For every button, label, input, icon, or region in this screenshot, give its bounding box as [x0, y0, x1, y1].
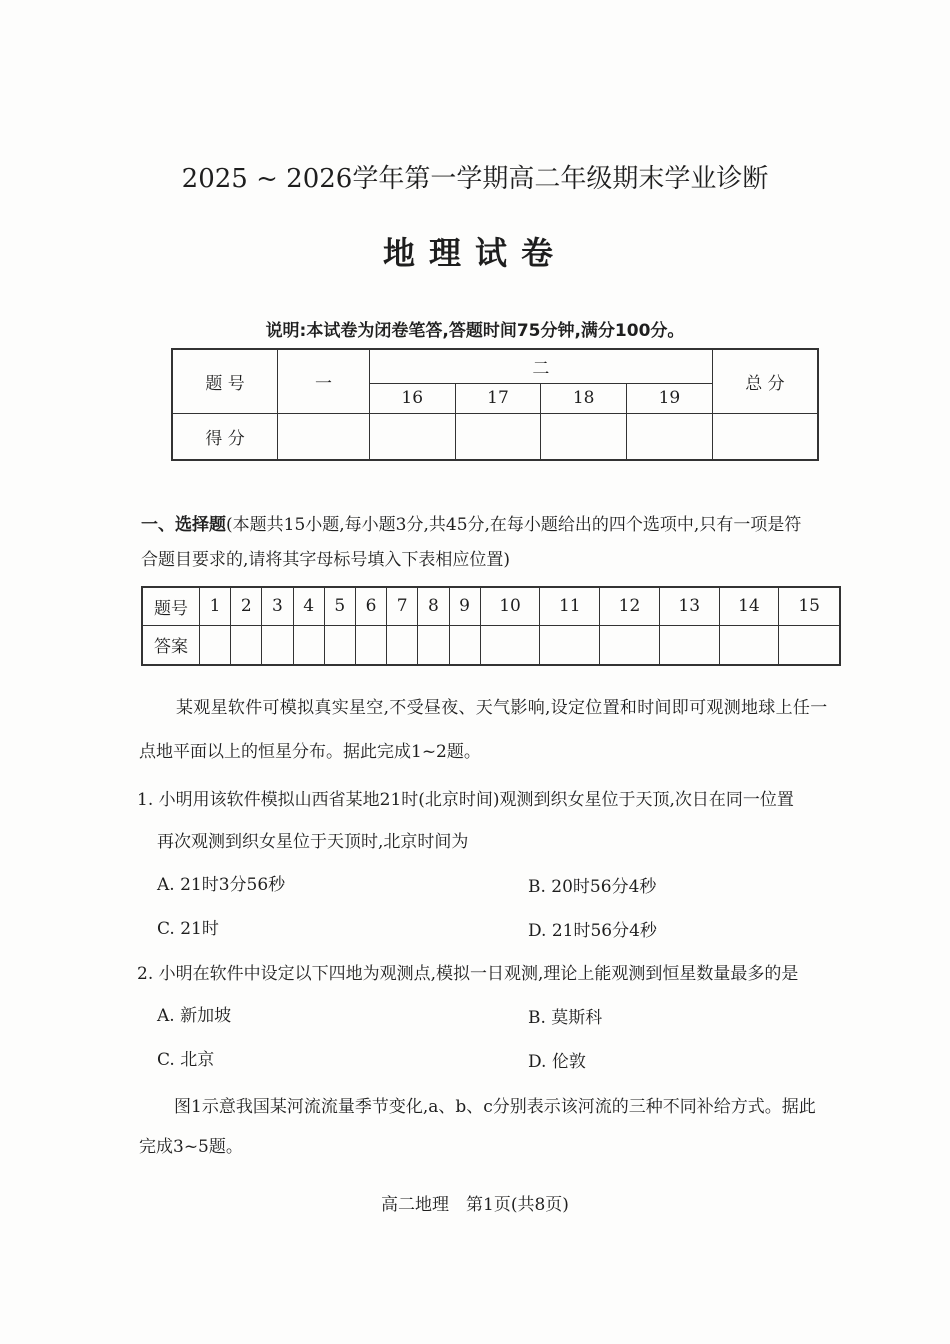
answer-table-number: 4	[293, 587, 324, 625]
q1-option-d[interactable]: D. 21时56分4秒	[528, 921, 657, 941]
passage2-line2: 完成3~5题。	[139, 1137, 243, 1157]
section1-heading: 一、选择题	[141, 515, 226, 535]
q2-option-a[interactable]: A. 新加坡	[157, 1006, 232, 1026]
passage1-line1: 某观星软件可模拟真实星空,不受昼夜、天气影响,设定位置和时间即可观测地球上任一	[176, 698, 828, 718]
answer-table-number: 3	[262, 587, 293, 625]
answer-table-number: 12	[600, 587, 660, 625]
answer-table-number-label: 题号	[142, 587, 200, 625]
answer-cell[interactable]	[293, 625, 324, 665]
passage1-line2: 点地平面以上的恒星分布。据此完成1~2题。	[139, 742, 481, 762]
q2-option-d[interactable]: D. 伦敦	[528, 1052, 586, 1072]
section1-instructions-2: 合题目要求的,请将其字母标号填入下表相应位置)	[141, 550, 511, 570]
score-header-label: 题 号	[172, 349, 278, 413]
q1-option-b[interactable]: B. 20时56分4秒	[528, 877, 657, 897]
score-cell[interactable]	[455, 413, 541, 460]
passage2-line1: 图1示意我国某河流流量季节变化,a、b、c分别表示该河流的三种不同补给方式。据此	[174, 1097, 816, 1117]
answer-cell[interactable]	[540, 625, 600, 665]
exam-note: 说明:本试卷为闭卷笔答,答题时间75分钟,满分100分。	[265, 321, 685, 341]
q1-stem-line2: 再次观测到织女星位于天顶时,北京时间为	[157, 832, 469, 852]
answer-table-number: 6	[355, 587, 386, 625]
score-part1: 一	[278, 349, 370, 413]
score-part2: 二	[369, 349, 712, 383]
q1-stem-line1: 1. 小明用该软件模拟山西省某地21时(北京时间)观测到织女星位于天顶,次日在同一位置	[137, 790, 794, 810]
answer-cell[interactable]	[418, 625, 449, 665]
answer-table-number: 14	[719, 587, 779, 625]
score-table	[171, 348, 819, 461]
answer-table-number: 9	[449, 587, 480, 625]
q2-option-c[interactable]: C. 北京	[157, 1050, 215, 1070]
answer-cell[interactable]	[449, 625, 480, 665]
answer-table	[141, 586, 841, 666]
answer-cell[interactable]	[387, 625, 418, 665]
score-q18: 18	[541, 383, 627, 413]
q2-stem: 2. 小明在软件中设定以下四地为观测点,模拟一日观测,理论上能观测到恒星数量最多的是	[137, 964, 799, 984]
score-cell[interactable]	[627, 413, 713, 460]
score-row-label: 得 分	[172, 413, 278, 460]
answer-table-number: 10	[480, 587, 540, 625]
score-q19: 19	[627, 383, 713, 413]
score-q17: 17	[455, 383, 541, 413]
section1-instructions: (本题共15小题,每小题3分,共45分,在每小题给出的四个选项中,只有一项是符	[226, 515, 802, 535]
score-cell[interactable]	[541, 413, 627, 460]
q2-option-b[interactable]: B. 莫斯科	[528, 1008, 603, 1028]
answer-cell[interactable]	[600, 625, 660, 665]
answer-cell[interactable]	[355, 625, 386, 665]
answer-cell[interactable]	[480, 625, 540, 665]
q1-option-c[interactable]: C. 21时	[157, 919, 219, 939]
answer-cell[interactable]	[324, 625, 355, 665]
answer-cell[interactable]	[659, 625, 719, 665]
answer-cell[interactable]	[231, 625, 262, 665]
answer-cell[interactable]	[262, 625, 293, 665]
answer-table-number: 2	[231, 587, 262, 625]
page-footer: 高二地理 第1页(共8页)	[381, 1195, 569, 1215]
answer-table-number: 13	[659, 587, 719, 625]
answer-cell[interactable]	[779, 625, 840, 665]
exam-title: 2025 ~ 2026学年第一学期高二年级期末学业诊断	[181, 164, 769, 194]
answer-table-number: 7	[387, 587, 418, 625]
answer-table-number: 1	[200, 587, 231, 625]
section1-heading-line	[141, 510, 801, 535]
score-cell[interactable]	[278, 413, 370, 460]
answer-table-number: 8	[418, 587, 449, 625]
exam-subject: 地理试卷	[382, 234, 567, 272]
score-cell[interactable]	[369, 413, 455, 460]
answer-table-number: 15	[779, 587, 840, 625]
answer-cell[interactable]	[200, 625, 231, 665]
answer-table-number: 11	[540, 587, 600, 625]
q1-option-a[interactable]: A. 21时3分56秒	[157, 875, 286, 895]
score-q16: 16	[369, 383, 455, 413]
answer-table-number: 5	[324, 587, 355, 625]
score-total: 总 分	[712, 349, 818, 413]
score-cell[interactable]	[712, 413, 818, 460]
answer-table-answer-label: 答案	[142, 625, 200, 665]
answer-cell[interactable]	[719, 625, 779, 665]
